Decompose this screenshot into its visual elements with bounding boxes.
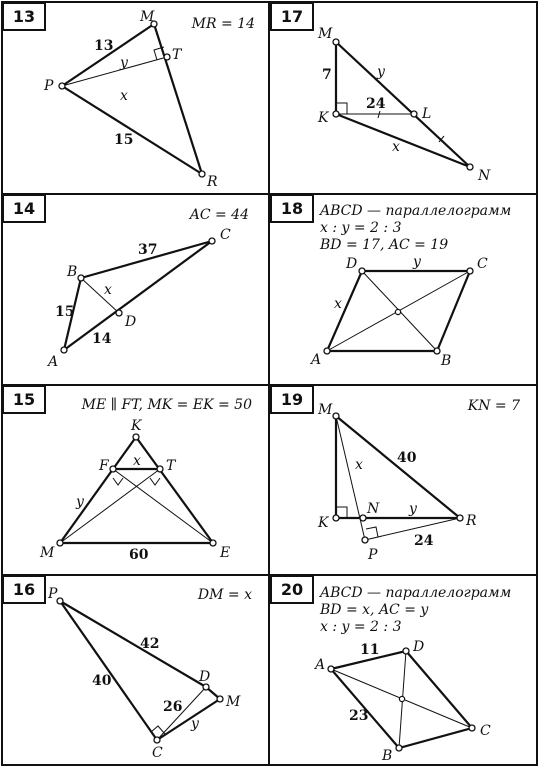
point-c [154, 737, 160, 743]
problem-number: 16 [12, 580, 36, 599]
label-t: T [172, 47, 182, 63]
segment-bd [81, 278, 119, 313]
problem-number: 18 [280, 199, 304, 218]
problem-condition: ME ∥ FT, MK = EK = 50 [81, 397, 252, 413]
value-mk: 7 [322, 67, 332, 83]
problem-17 [271, 3, 491, 184]
value-pc: 40 [92, 673, 112, 689]
right-angle-mark-p [366, 527, 378, 537]
condition-line-3: x : y = 2 : 3 [320, 619, 402, 635]
point-m [333, 39, 339, 45]
condition-line-3: BD = 17, AC = 19 [320, 237, 449, 253]
figure [328, 648, 475, 751]
segment-mn [336, 42, 470, 167]
value-ad: 11 [360, 642, 380, 658]
point-p [362, 537, 368, 543]
problem-condition: MR = 14 [191, 16, 255, 32]
value-x: x [104, 282, 112, 298]
problem-15 [3, 386, 252, 563]
point-a [324, 348, 330, 354]
point-b [396, 745, 402, 751]
label-m: M [140, 9, 155, 25]
label-a: A [311, 352, 322, 368]
value-y: y [76, 494, 84, 510]
value-y: y [191, 716, 199, 732]
point-r [457, 515, 463, 521]
label-e: E [220, 545, 231, 561]
label-d: D [199, 669, 211, 685]
point-c [209, 238, 215, 244]
point-d [359, 268, 365, 274]
segment-pm [62, 24, 154, 86]
label-c: C [480, 723, 491, 739]
label-m: M [318, 26, 333, 42]
point-o [395, 309, 400, 314]
point-k [333, 515, 339, 521]
segment-ef [113, 469, 213, 543]
label-n: N [478, 168, 491, 184]
figure [57, 434, 216, 546]
problem-16 [3, 576, 252, 761]
label-b: B [382, 748, 393, 764]
segment-pc [60, 601, 160, 740]
point-p [59, 83, 65, 89]
point-d [116, 310, 122, 316]
segment-pr [62, 86, 202, 174]
figure [59, 21, 205, 177]
value-x: x [120, 88, 128, 104]
value-y: y [377, 64, 385, 80]
label-b: B [67, 264, 78, 280]
point-k [133, 434, 139, 440]
condition-line-1: ABCD — параллелограмм [320, 585, 512, 601]
segment-pd [60, 601, 206, 687]
value-pm: 13 [94, 38, 114, 54]
label-d: D [346, 256, 358, 272]
label-c: C [152, 745, 163, 761]
point-m [217, 696, 223, 702]
label-r: R [207, 174, 218, 190]
problem-number: 14 [12, 199, 36, 218]
value-y: y [409, 501, 417, 517]
label-a: A [315, 657, 326, 673]
value-pr: 24 [414, 533, 434, 549]
problem-13 [3, 3, 255, 190]
value-kl: 24 [366, 96, 386, 112]
label-k: K [131, 418, 142, 434]
label-c: C [477, 256, 488, 272]
problem-18 [271, 195, 511, 369]
problem-number: 13 [12, 7, 36, 26]
point-c [469, 725, 475, 731]
point-t [164, 54, 170, 60]
label-d: D [125, 314, 137, 330]
label-c: C [220, 227, 231, 243]
problem-condition: KN = 7 [467, 398, 520, 414]
point-c [467, 268, 473, 274]
value-pd: 42 [140, 636, 160, 652]
value-y: y [120, 55, 128, 71]
point-n [360, 515, 366, 521]
problem-number: 15 [12, 390, 36, 409]
point-m [57, 540, 63, 546]
label-a: A [48, 354, 59, 370]
point-l [411, 111, 417, 117]
label-k: K [318, 515, 329, 531]
value-x: x [392, 139, 400, 155]
value-mr: 40 [397, 450, 417, 466]
label-t: T [166, 458, 176, 474]
value-me: 60 [129, 547, 149, 563]
point-b [78, 275, 84, 281]
value-ad: 14 [92, 331, 112, 347]
point-e [210, 540, 216, 546]
problem-condition: DM = x [197, 587, 252, 603]
point-o [399, 696, 404, 701]
point-a [61, 347, 67, 353]
condition-line-2: x : y = 2 : 3 [320, 220, 402, 236]
right-angle-mark-right [150, 478, 160, 485]
figure [333, 39, 473, 170]
problem-condition: AC = 44 [189, 207, 249, 223]
label-b: B [441, 353, 452, 369]
label-m: M [40, 545, 55, 561]
segment-pt [62, 57, 167, 86]
value-y: y [413, 254, 421, 270]
point-b [434, 348, 440, 354]
label-f: F [99, 458, 109, 474]
label-p: P [368, 547, 378, 563]
label-k: K [318, 110, 329, 126]
label-m: M [318, 402, 333, 418]
point-k [333, 111, 339, 117]
point-f [110, 466, 116, 472]
condition-line-1: ABCD — параллелограмм [320, 203, 512, 219]
value-bc: 37 [138, 242, 158, 258]
segment-kn [336, 114, 470, 167]
value-ab: 23 [349, 708, 369, 724]
label-p: P [44, 78, 54, 94]
problem-number: 17 [280, 7, 304, 26]
label-l: L [422, 106, 432, 122]
problem-14 [3, 195, 249, 370]
value-ab: 15 [55, 304, 75, 320]
segment-mp [336, 416, 365, 540]
point-m [333, 413, 339, 419]
segment-mt [60, 469, 160, 543]
label-r: R [466, 513, 477, 529]
segment-km [60, 437, 136, 543]
problem-number: 20 [280, 580, 304, 599]
point-r [199, 171, 205, 177]
label-p: P [48, 586, 58, 602]
value-x: x [355, 457, 363, 473]
label-d: D [413, 639, 425, 655]
point-a [328, 666, 334, 672]
segment-pr [365, 518, 460, 540]
problem-20 [271, 576, 511, 764]
label-n: N [367, 501, 380, 517]
point-p [57, 598, 63, 604]
right-angle-mark-left [113, 478, 123, 485]
problem-19 [271, 386, 520, 563]
figure [324, 268, 473, 354]
segment-ke [136, 437, 213, 543]
figure [333, 413, 463, 543]
point-n [467, 164, 473, 170]
condition-line-2: BD = x, AC = y [320, 602, 429, 618]
point-t [157, 466, 163, 472]
problem-number: 19 [280, 390, 304, 409]
value-cd: 26 [163, 699, 183, 715]
value-x: x [133, 453, 141, 469]
grid-lines [2, 2, 537, 765]
label-m: M [226, 694, 241, 710]
point-d [403, 648, 409, 654]
value-x: x [334, 296, 342, 312]
value-pr: 15 [114, 132, 134, 148]
